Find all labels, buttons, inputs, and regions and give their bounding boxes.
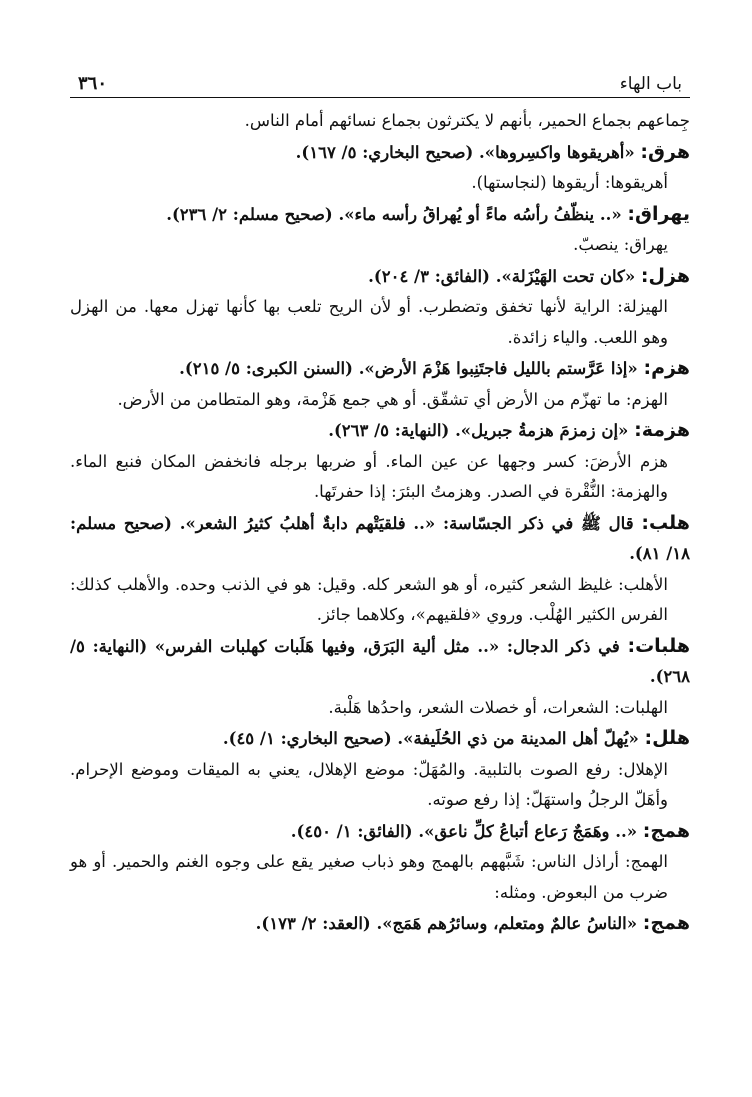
entry-term: هرق: bbox=[640, 140, 690, 163]
entry-term: هزل: bbox=[640, 264, 690, 287]
entry-term: هلبات: bbox=[627, 634, 690, 657]
entry-explanation: أهريقوها: أريقوها (لنجاستها). bbox=[471, 173, 668, 192]
entry-explanation: الهزم: ما تهزّم من الأرض أي تشقّق. أو هي جمع هَزْمة، وهو المتطامن من الأرض. bbox=[117, 389, 668, 409]
entry-term: هزمة: bbox=[634, 419, 690, 441]
paragraph: جِماعهم بجماع الحمير، بأنهم لا يكترثون بجماع نسائهم أمام الناس. bbox=[244, 111, 690, 130]
dictionary-entry bbox=[70, 261, 690, 293]
entry-quote: «.. ينظّفُ رأسُه ماءً أو يُهراقُ رأسه ماء». (صحيح مسلم: ٢/ ٢٣٦). bbox=[166, 204, 628, 224]
entry-quote: «إذا عَرَّستم بالليل فاجتَنِبوا هَزْمَ الأرض». (السنن الكبرى: ٥/ ٢١٥). bbox=[179, 359, 644, 378]
dictionary-entry bbox=[70, 199, 690, 231]
entry-term: يهراق: bbox=[627, 202, 690, 225]
page-header bbox=[70, 64, 690, 98]
dictionary-entry bbox=[70, 631, 690, 693]
entry-explanation: الإهلال: رفع الصوت بالتلبية. والمُهَلّ: موضع الإهلال، يعني به الميقات وموضع الإحرام. وأهَلّ الرجلُ واستهَلّ: إذا رفع صوته. bbox=[70, 759, 668, 809]
entry-term: هلل: bbox=[644, 727, 690, 749]
chapter-title: باب الهاء bbox=[619, 74, 682, 94]
entry-explanation: الأهلب: غليظ الشعر كثيره، أو هو الشعر كله. وقيل: هو في الذنب وحده. والأهلب كذلك: الفرس الكثير الهُلْب. وروي «فلقيهم»، وكلاهما جائز. bbox=[70, 574, 668, 624]
body-text bbox=[70, 106, 690, 940]
entry-quote: قال ﷺ في ذكر الجسّاسة: «.. فلقيَتْهم دابةٌ أهلبُ كثيرُ الشعر». (صحيح مسلم: ١٨/ ٨١). bbox=[70, 513, 690, 563]
dictionary-entry bbox=[70, 415, 690, 447]
entry-explanation: الهمج: أراذل الناس: شَبَّههم بالهمج وهو ذباب صغير يقع على وجوه الغنم والحمير. أو هو ضرب من البعوض. ومثله: bbox=[70, 852, 668, 902]
entry-quote: في ذكر الدجال: «.. مثل ألية البَرَق، وفيها هَلَبات كهلبات الفرس» (النهاية: ٥/ ٢٦٨). bbox=[70, 636, 690, 686]
entry-term: همج: bbox=[642, 912, 690, 934]
entry-quote: «أهريقوها واكسِروها». (صحيح البخاري: ٥/ ١٦٧). bbox=[295, 142, 641, 162]
dictionary-entry bbox=[70, 137, 690, 169]
entry-explanation: يهراق: ينصبّ. bbox=[573, 235, 668, 254]
entry-term: هلب: bbox=[641, 511, 690, 534]
entry-explanation: هزم الأرضَ: كسر وجهها عن عين الماء. أو ضربها برجله فانخفض المكان فنبع الماء. والهزمة: النُّقْرة في الصدر. وهزمتُ البئرَ: إذا حفرتَها. bbox=[70, 451, 668, 501]
page-number: ٣٦٠ bbox=[78, 73, 108, 94]
document-page bbox=[70, 64, 690, 940]
entry-quote: «كان تحت الهَيْزَلة». (الفائق: ٣/ ٢٠٤). bbox=[368, 266, 641, 286]
entry-quote: «إن زمزمَ هزمةُ جبريل». (النهاية: ٥/ ٢٦٣). bbox=[328, 421, 635, 440]
entry-term: هزم: bbox=[643, 357, 690, 379]
dictionary-entry bbox=[70, 723, 690, 755]
entry-explanation: الهيزلة: الراية لأنها تخفق وتضطرب. أو لأن الريح تلعب بها كأنها تهزل معها. من الهزل وهو اللعب. والياء زائدة. bbox=[70, 297, 668, 347]
dictionary-entry bbox=[70, 353, 690, 385]
entry-explanation: الهلبات: الشعرات، أو خصلات الشعر، واحدُها هَلْبة. bbox=[328, 697, 668, 717]
entry-quote: «الناسُ عالمٌ ومتعلم، وسائرُهم هَمَج». (العقد: ٢/ ١٧٣). bbox=[255, 914, 643, 933]
dictionary-entry bbox=[70, 908, 690, 940]
dictionary-entry bbox=[70, 816, 690, 848]
dictionary-entry bbox=[70, 508, 690, 570]
entry-quote: «.. وهَمَجٌ رَعاع أتباعُ كلِّ ناعق». (الفائق: ١/ ٤٥٠). bbox=[290, 821, 643, 841]
entry-term: همج: bbox=[642, 819, 690, 842]
entry-quote: «يُهلّ أهل المدينة من ذي الحُلَيفة». (صحيح البخاري: ١/ ٤٥). bbox=[222, 729, 645, 748]
